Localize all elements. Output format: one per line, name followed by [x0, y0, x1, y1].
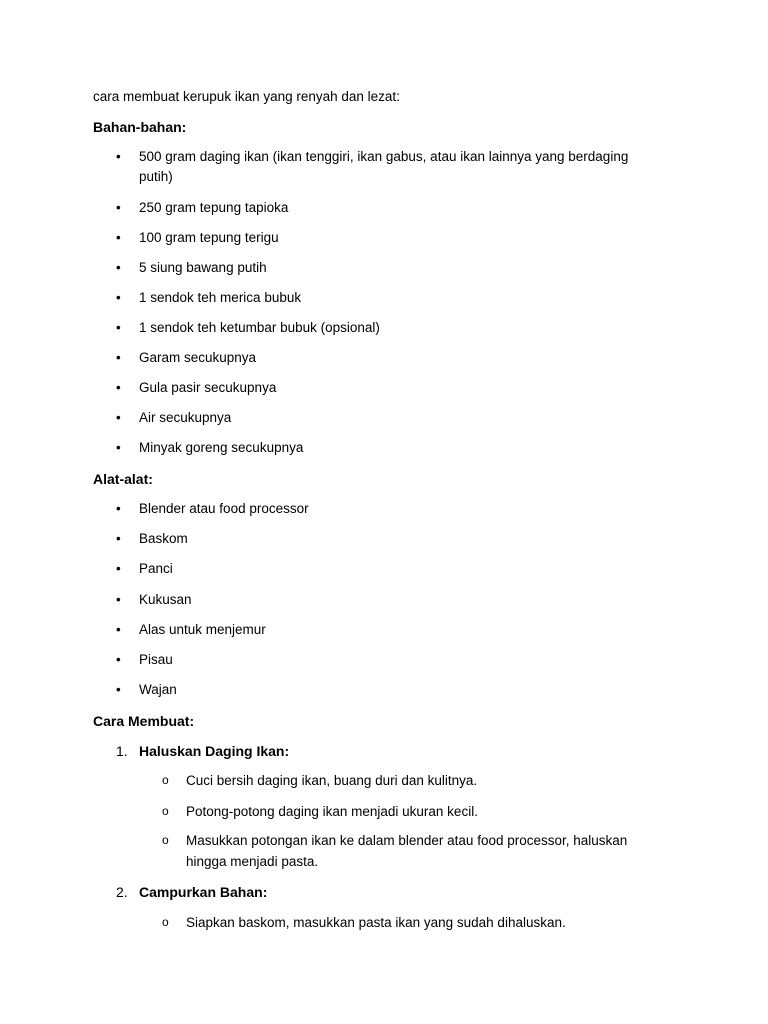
circle-bullet-icon: o	[162, 833, 169, 847]
bullet-icon: •	[116, 320, 121, 335]
bahan-heading: Bahan-bahan:	[93, 119, 187, 135]
bahan-item-text: 100 gram tepung terigu	[139, 230, 279, 245]
step-number: 1.	[116, 743, 128, 759]
substep-text: Potong-potong daging ikan menjadi ukuran kecil.	[186, 804, 478, 819]
substep-item	[162, 770, 662, 791]
bahan-item	[116, 258, 656, 278]
bahan-item-text: Gula pasir secukupnya	[139, 380, 277, 395]
cara-heading: Cara Membuat:	[93, 713, 195, 729]
substep-item	[162, 830, 662, 872]
bullet-icon: •	[116, 531, 121, 546]
bullet-icon: •	[116, 592, 121, 607]
alat-heading: Alat-alat:	[93, 471, 153, 487]
alat-item-text: Kukusan	[139, 592, 192, 607]
bullet-icon: •	[116, 260, 121, 275]
step-title: Haluskan Daging Ikan:	[139, 743, 290, 759]
circle-bullet-icon: o	[162, 773, 169, 787]
bullet-icon: •	[116, 652, 121, 667]
bullet-icon: •	[116, 350, 121, 365]
alat-item-text: Panci	[139, 561, 173, 576]
alat-item	[116, 650, 656, 670]
step-number: 2.	[116, 884, 128, 900]
bullet-icon: •	[116, 380, 121, 395]
circle-bullet-icon: o	[162, 804, 169, 818]
alat-item	[116, 529, 656, 549]
bahan-item	[116, 198, 656, 218]
bullet-icon: •	[116, 440, 121, 455]
bahan-item-text: 5 siung bawang putih	[139, 260, 267, 275]
bullet-icon: •	[116, 290, 121, 305]
bahan-item	[116, 288, 656, 308]
step-2-title	[116, 883, 267, 901]
bahan-item	[116, 348, 656, 368]
alat-item-text: Blender atau food processor	[139, 501, 309, 516]
alat-item	[116, 680, 656, 700]
bullet-icon: •	[116, 682, 121, 697]
bahan-item-text: 1 sendok teh merica bubuk	[139, 290, 302, 305]
bullet-icon: •	[116, 561, 121, 576]
bahan-item	[116, 438, 656, 458]
step-1-title	[116, 742, 289, 760]
bullet-icon: •	[116, 410, 121, 425]
step-title: Campurkan Bahan:	[139, 884, 268, 900]
substep-item	[162, 801, 662, 822]
substep-text: Masukkan potongan ikan ke dalam blender atau food processor, haluskan hingga menjadi pasta.	[186, 833, 628, 869]
alat-item-text: Alas untuk menjemur	[139, 622, 266, 637]
bahan-item-text: 1 sendok teh ketumbar bubuk (opsional)	[139, 320, 380, 335]
alat-item-text: Wajan	[139, 682, 177, 697]
alat-item	[116, 620, 656, 640]
bullet-icon: •	[116, 149, 121, 164]
bahan-item	[116, 408, 656, 428]
alat-item	[116, 559, 656, 579]
alat-item-text: Pisau	[139, 652, 173, 667]
bahan-item	[116, 147, 656, 187]
alat-item-text: Baskom	[139, 531, 188, 546]
circle-bullet-icon: o	[162, 915, 169, 929]
bahan-item-text: 500 gram daging ikan (ikan tenggiri, ikan gabus, atau ikan lainnya yang berdaging putih)	[139, 149, 629, 184]
bullet-icon: •	[116, 230, 121, 245]
alat-item	[116, 499, 656, 519]
bahan-item-text: Air secukupnya	[139, 410, 232, 425]
bullet-icon: •	[116, 622, 121, 637]
bahan-item-text: Garam secukupnya	[139, 350, 257, 365]
bullet-icon: •	[116, 200, 121, 215]
bullet-icon: •	[116, 501, 121, 516]
bahan-item-text: 250 gram tepung tapioka	[139, 200, 289, 215]
substep-text: Siapkan baskom, masukkan pasta ikan yang sudah dihaluskan.	[186, 915, 566, 930]
bahan-item-text: Minyak goreng secukupnya	[139, 440, 304, 455]
bahan-item	[116, 378, 656, 398]
substep-item	[162, 912, 662, 933]
alat-item	[116, 590, 656, 610]
bahan-item	[116, 228, 656, 248]
intro-text: cara membuat kerupuk ikan yang renyah dan lezat:	[93, 89, 400, 104]
bahan-item	[116, 318, 656, 338]
substep-text: Cuci bersih daging ikan, buang duri dan kulitnya.	[186, 773, 478, 788]
